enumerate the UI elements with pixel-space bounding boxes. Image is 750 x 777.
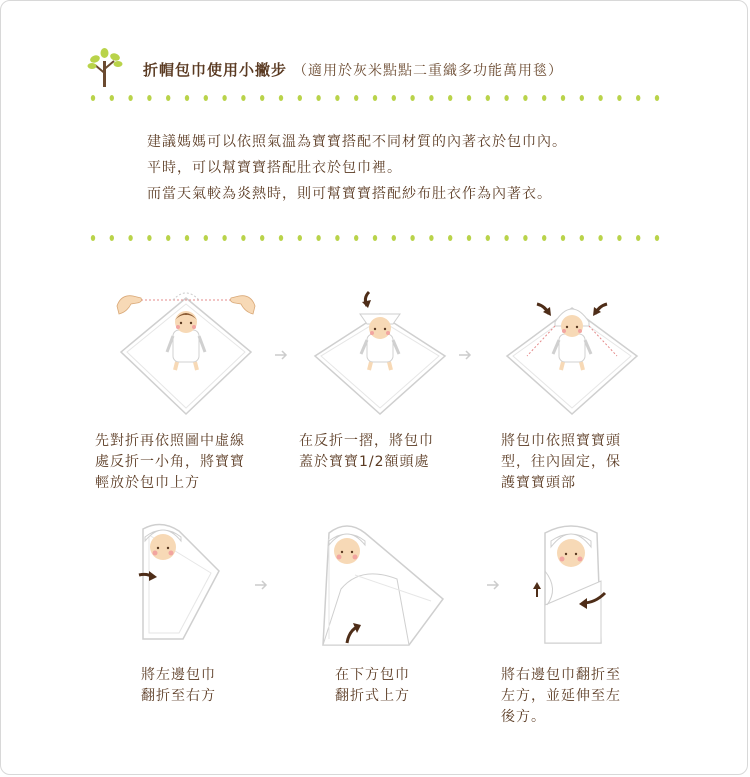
divider-dot [429, 235, 433, 241]
caption-line: 在下方包巾 [335, 667, 410, 683]
divider-dot [392, 235, 396, 241]
divider-dot [354, 95, 358, 101]
step-1-caption [95, 431, 245, 494]
divider-dot [279, 235, 283, 241]
divider-dot [523, 235, 527, 241]
divider-dot [655, 235, 659, 241]
divider-dot [335, 235, 339, 241]
step-2-caption [299, 431, 434, 473]
fold-arrow-icon [593, 304, 607, 316]
intro-text [147, 129, 667, 207]
step-6-caption [501, 665, 621, 728]
divider-dot [298, 95, 302, 101]
caption-line: 蓋於寶寶1/2額頭處 [299, 454, 430, 470]
fold-arrow-icon [537, 304, 551, 316]
divider-dot [410, 95, 414, 101]
divider-dot [580, 95, 584, 101]
divider-dot [354, 235, 358, 241]
step-5-caption [335, 665, 410, 707]
divider-dot [91, 235, 95, 241]
page-title: 折帽包巾使用小撇步 （適用於灰米點點二重織多功能萬用毯） [143, 61, 564, 79]
divider-dot [373, 235, 377, 241]
caption-line: 後方。 [501, 709, 546, 725]
step-3-illustration [497, 286, 647, 416]
divider-dot [598, 95, 602, 101]
divider-dot [486, 235, 490, 241]
divider-dot [204, 235, 208, 241]
divider-dot [486, 95, 490, 101]
page-subtitle: （適用於灰米點點二重織多功能萬用毯） [293, 63, 564, 79]
divider-dot [166, 95, 170, 101]
divider-dot [448, 235, 452, 241]
divider-dot [185, 235, 189, 241]
divider-dot [204, 95, 208, 101]
divider-dot [128, 235, 132, 241]
caption-line: 護寶寶頭部 [501, 475, 576, 491]
caption-line: 在反折一摺，將包巾 [299, 433, 434, 449]
divider-dot [598, 235, 602, 241]
divider-dot [448, 95, 452, 101]
divider-dot [166, 235, 170, 241]
divider-dot [392, 95, 396, 101]
caption-line: 左方，並延伸至左 [501, 688, 621, 704]
arrow-right-icon [273, 349, 289, 361]
divider-dot [655, 95, 659, 101]
hand-icon [231, 296, 256, 314]
tree-icon [87, 47, 123, 87]
divider-dot [91, 95, 95, 101]
divider-dot [110, 95, 114, 101]
step-1-illustration [111, 286, 261, 416]
divider-dot [504, 235, 508, 241]
divider-dot [128, 95, 132, 101]
divider-dot [147, 235, 151, 241]
caption-line: 先對折再依照圖中虛線 [95, 433, 245, 449]
divider-dot [279, 95, 283, 101]
divider-dot [636, 235, 640, 241]
divider-dot [636, 95, 640, 101]
caption-line: 翻折至右方 [141, 688, 216, 704]
divider-dot [260, 95, 264, 101]
divider-dot [241, 235, 245, 241]
intro-line: 而當天氣較為炎熱時，則可幫寶寶搭配紗布肚衣作為內著衣。 [147, 186, 552, 202]
intro-line: 平時，可以幫寶寶搭配肚衣於包巾裡。 [147, 160, 402, 176]
divider-dot [110, 235, 114, 241]
caption-line: 型，往內固定，保 [501, 454, 621, 470]
divider-dot [241, 95, 245, 101]
divider-dot [222, 235, 226, 241]
fold-arrow-icon [362, 292, 371, 308]
arrow-right-icon [485, 579, 501, 591]
divider-dot [617, 95, 621, 101]
step-3-caption [501, 431, 621, 494]
fold-arrow-icon [533, 582, 541, 597]
divider-dot [580, 235, 584, 241]
arrow-right-icon [457, 349, 473, 361]
divider-dot [410, 235, 414, 241]
divider-dot [298, 235, 302, 241]
caption-line: 處反折一小角，將寶寶 [95, 454, 245, 470]
divider-dot [373, 95, 377, 101]
step-6-illustration [525, 519, 635, 647]
divider-dot [467, 95, 471, 101]
divider-dot [561, 235, 565, 241]
step-2-illustration [305, 286, 455, 416]
divider-dot [617, 235, 621, 241]
divider-dot [260, 235, 264, 241]
intro-line: 建議媽媽可以依照氣溫為寶寶搭配不同材質的內著衣於包巾內。 [147, 134, 567, 150]
dotted-divider [89, 93, 661, 103]
arrow-right-icon [253, 579, 269, 591]
divider-dot [504, 95, 508, 101]
step-4-caption [141, 665, 216, 707]
caption-line: 將右邊包巾翻折至 [501, 667, 621, 683]
divider-dot [561, 95, 565, 101]
divider-dot [467, 235, 471, 241]
hand-icon [117, 296, 142, 314]
divider-dot [147, 95, 151, 101]
divider-dot [429, 95, 433, 101]
dotted-divider [89, 233, 661, 243]
caption-line: 翻折式上方 [335, 688, 410, 704]
divider-dot [542, 235, 546, 241]
divider-dot [316, 95, 320, 101]
step-4-illustration [121, 519, 241, 644]
caption-line: 輕放於包巾上方 [95, 475, 200, 491]
caption-line: 將包巾依照寶寶頭 [501, 433, 621, 449]
caption-line: 將左邊包巾 [141, 667, 216, 683]
divider-dot [523, 95, 527, 101]
divider-dot [316, 235, 320, 241]
divider-dot [542, 95, 546, 101]
step-5-illustration [301, 519, 451, 649]
divider-dot [185, 95, 189, 101]
divider-dot [222, 95, 226, 101]
header [87, 47, 667, 87]
divider-dot [335, 95, 339, 101]
